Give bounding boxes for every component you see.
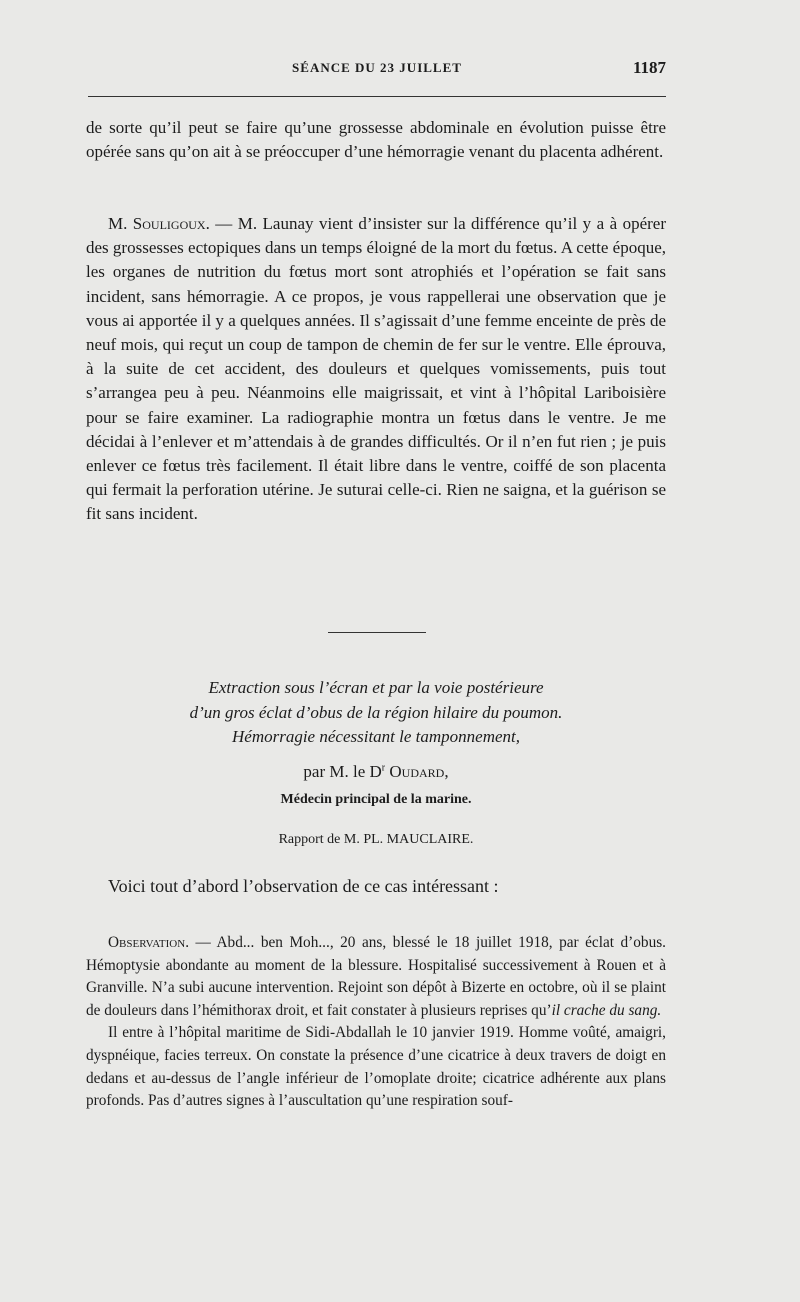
continued-section xyxy=(86,116,666,164)
running-title: SÉANCE DU 23 JUILLET xyxy=(292,60,462,75)
author-name: Oudard, xyxy=(389,762,449,781)
header-rule xyxy=(88,96,666,97)
author-prefix: par M. le D xyxy=(303,762,382,781)
speaker-name: M. Souligoux. xyxy=(108,214,210,233)
report-line: Rapport de M. PL. MAUCLAIRE. xyxy=(278,832,474,847)
intro-line: Voici tout d’abord l’observation de ce cas intéressant : xyxy=(108,876,499,896)
souligoux-text: — M. Launay vient d’insister sur la différence qu’il y a à opérer des grossesses ectopiques dans un temps éloigné de la mort du fœtus. A cette époque, les organes de nutrition du fœtus mort sont atrophiés et l’opération se fait sans incident, sans hémorragie. A ce propos, je vous rappellerai une observation que je vous ai apportée il y a quelques années. Il s’agissait d’une femme enceinte de près de neuf mois, qui reçut un coup de tampon de chemin de fer sur le ventre. Elle éprouva, à la suite de cet accident, des douleurs et quelques vomissements, puis tout s’arrangea peu à peu. Néanmoins elle maigrissait, et vint à l’hôpital Lariboisière pour se faire examiner. La radiographie montra un fœtus dans le ventre. Je me décidai à l’enlever et m’attendais à de grandes difficultés. Or il n’en fut rien ; je puis enlever ce fœtus très facilement. Il était libre dans le ventre, coiffé de son placenta qui fermait la perforation utérine. Je suturai celle-ci. Rien ne saigna, et la guérison se fit sans incident. xyxy=(86,214,666,524)
souligoux-section xyxy=(86,212,666,527)
section-separator xyxy=(328,632,426,633)
author-sup: r xyxy=(381,762,386,774)
title-line: d’un gros éclat d’obus de la région hilaire du poumon. xyxy=(189,702,563,722)
observation-paragraph xyxy=(86,932,666,1022)
observation-text: — Abd... ben Moh..., 20 ans, blessé le 18 juillet 1918, par éclat d’obus. Hémoptysie abondante au moment de la blessure. Hospitalisé successivement à Rouen et à Granville. N’a subi aucune intervention. Rejoint son dépôt à Bizerte en octobre, où il se plaint de douleurs dans l’hémithorax droit, et fait constater à plusieurs reprises qu’ xyxy=(86,934,666,1019)
observation-quote: il crache du sang. xyxy=(551,1001,662,1019)
page-number: 1187 xyxy=(632,58,666,77)
page-header xyxy=(88,58,666,88)
author-affiliation: Médecin principal de la marine. xyxy=(280,792,472,807)
observation-paragraph-2: Il entre à l’hôpital maritime de Sidi-Abdallah le 10 janvier 1919. Homme voûté, amaigri, dyspnéique, facies terreux. On constate la présence d’une cicatrice à deux travers de doigt en dedans et au-dessus de l’angle inférieur de l’omoplate droite; cicatrice adhérente aux plans profonds. Pas d’autres signes à l’auscultation qu’une respiration souf- xyxy=(86,1024,666,1110)
souligoux-paragraph xyxy=(86,212,666,527)
title-line: Extraction sous l’écran et par la voie postérieure xyxy=(208,678,544,697)
observation-label: Observation. xyxy=(108,934,190,951)
observation-section xyxy=(86,932,666,1113)
author-line xyxy=(86,762,666,782)
title-line: Hémorragie nécessitant le tamponnement, xyxy=(232,727,520,746)
article-title xyxy=(86,676,666,750)
continued-paragraph: de sorte qu’il peut se faire qu’une grossesse abdominale en évolution puisse être opérée sans qu’on ait à se préoccuper d’une hémorragie venant du placenta adhérent. xyxy=(86,118,666,162)
